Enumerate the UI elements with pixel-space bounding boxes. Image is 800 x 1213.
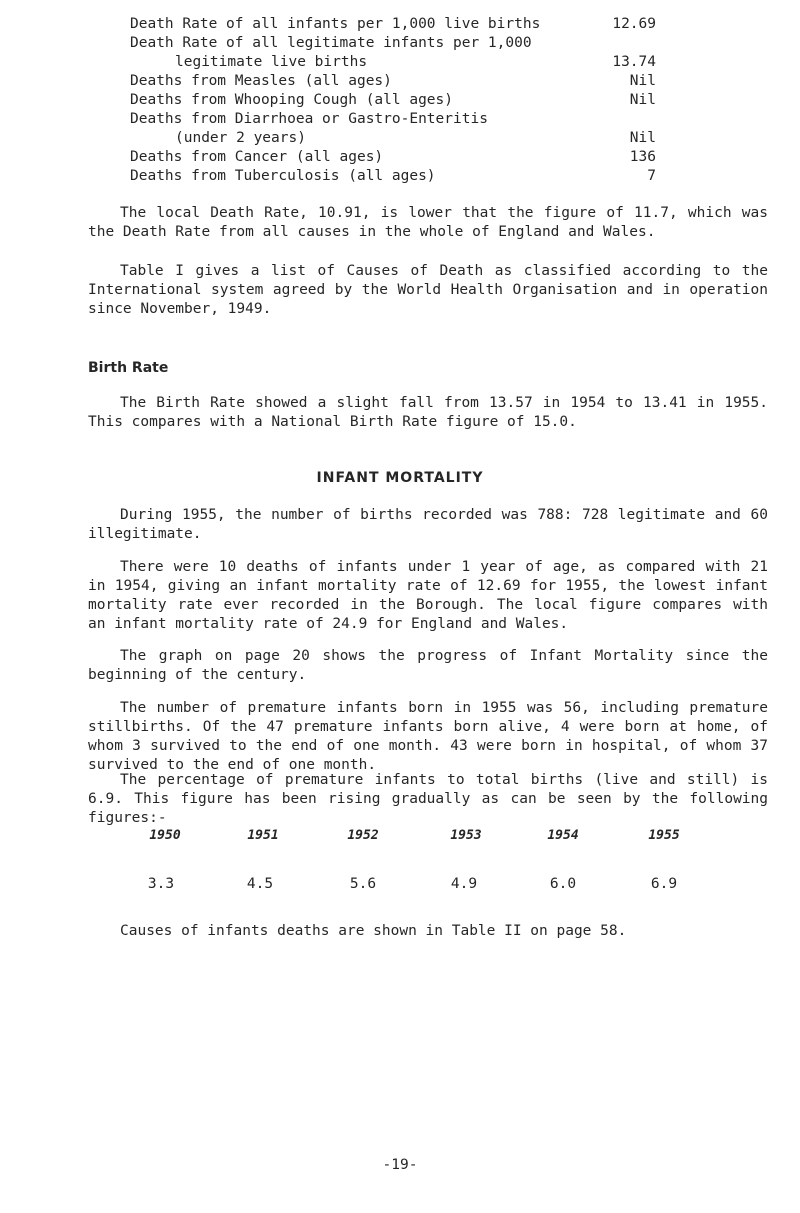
table-value: 3.3 — [147, 876, 175, 892]
percentage-paragraph — [88, 771, 768, 828]
table-value: 4.9 — [450, 876, 478, 892]
death-rate-paragraph — [88, 204, 768, 242]
stat-value: Nil — [629, 73, 656, 89]
stat-label: Deaths from Tuberculosis (all ages) — [130, 168, 436, 184]
stat-value: Nil — [629, 92, 656, 108]
stat-label: Deaths from Whooping Cough (all ages) — [130, 92, 454, 108]
birth-rate-heading: Birth Rate — [88, 360, 169, 376]
table-one-paragraph — [88, 262, 768, 319]
table-year: 1953 — [450, 828, 482, 843]
stat-value: Nil — [629, 130, 656, 146]
infant-deaths-paragraph — [88, 558, 768, 634]
stat-label: Deaths from Measles (all ages) — [130, 73, 392, 89]
stat-value: 7 — [647, 168, 656, 184]
table-value: 6.9 — [650, 876, 678, 892]
paragraph-text: The Birth Rate showed a slight fall from 13.57 in 1954 to 13.41 in 1955. This compares with a National Birth Rate figure of 15.0. — [88, 395, 768, 430]
stat-value: 13.74 — [612, 54, 656, 70]
births-recorded-paragraph — [88, 506, 768, 544]
premature-paragraph — [88, 699, 768, 775]
paragraph-text: During 1955, the number of births recorded was 788: 728 legitimate and 60 illegitimate. — [88, 507, 768, 542]
stat-value: 12.69 — [612, 16, 656, 32]
paragraph-text: Causes of infants deaths are shown in Table II on page 58. — [120, 923, 627, 939]
table-year: 1955 — [648, 828, 680, 843]
table-value: 5.6 — [349, 876, 377, 892]
table-year: 1954 — [547, 828, 579, 843]
table-year: 1950 — [149, 828, 181, 843]
infant-mortality-heading: INFANT MORTALITY — [316, 470, 484, 486]
paragraph-text: The graph on page 20 shows the progress of Infant Mortality since the beginning of the century. — [88, 648, 768, 683]
stat-label: Death Rate of all legitimate infants per 1,000 — [130, 35, 532, 51]
paragraph-text: There were 10 deaths of infants under 1 year of age, as compared with 21 in 1954, giving an infant mortality rate of 12.69 for 1955, the lowest infant mortality rate ever recorded in the Borough. The local figure compares with an infant mortality rate of 24.9 for England and Wales. — [88, 559, 768, 632]
paragraph-text: Table I gives a list of Causes of Death as classified according to the International system agreed by the World Health Organisation and in operation since November, 1949. — [88, 263, 768, 317]
table-year: 1951 — [247, 828, 279, 843]
birth-rate-paragraph — [88, 394, 768, 432]
page-number: -19- — [382, 1157, 418, 1173]
stat-value: 136 — [629, 149, 656, 165]
graph-paragraph — [88, 647, 768, 685]
paragraph-text: The percentage of premature infants to total births (live and still) is 6.9. This figure has been rising gradually as can be seen by the following figures:- — [88, 772, 768, 826]
paragraph-text: The local Death Rate, 10.91, is lower that the figure of 11.7, which was the Death Rate from all causes in the whole of England and Wales. — [88, 205, 768, 240]
table-value: 4.5 — [246, 876, 274, 892]
stat-label: Deaths from Cancer (all ages) — [130, 149, 384, 165]
table-value: 6.0 — [549, 876, 577, 892]
paragraph-text: The number of premature infants born in 1955 was 56, including premature stillbirths. Of the 47 premature infants born alive, 4 were born at home, of whom 3 survived to the end of one month. 43 were born in hospital, of whom 37 survived to the end of one month. — [88, 700, 768, 773]
table-year: 1952 — [347, 828, 379, 843]
stat-label: legitimate live births — [175, 54, 368, 70]
stat-label: (under 2 years) — [175, 130, 306, 146]
stat-label: Death Rate of all infants per 1,000 live births — [130, 16, 541, 32]
causes-paragraph — [88, 922, 768, 941]
stat-label: Deaths from Diarrhoea or Gastro-Enteritis — [130, 111, 488, 127]
